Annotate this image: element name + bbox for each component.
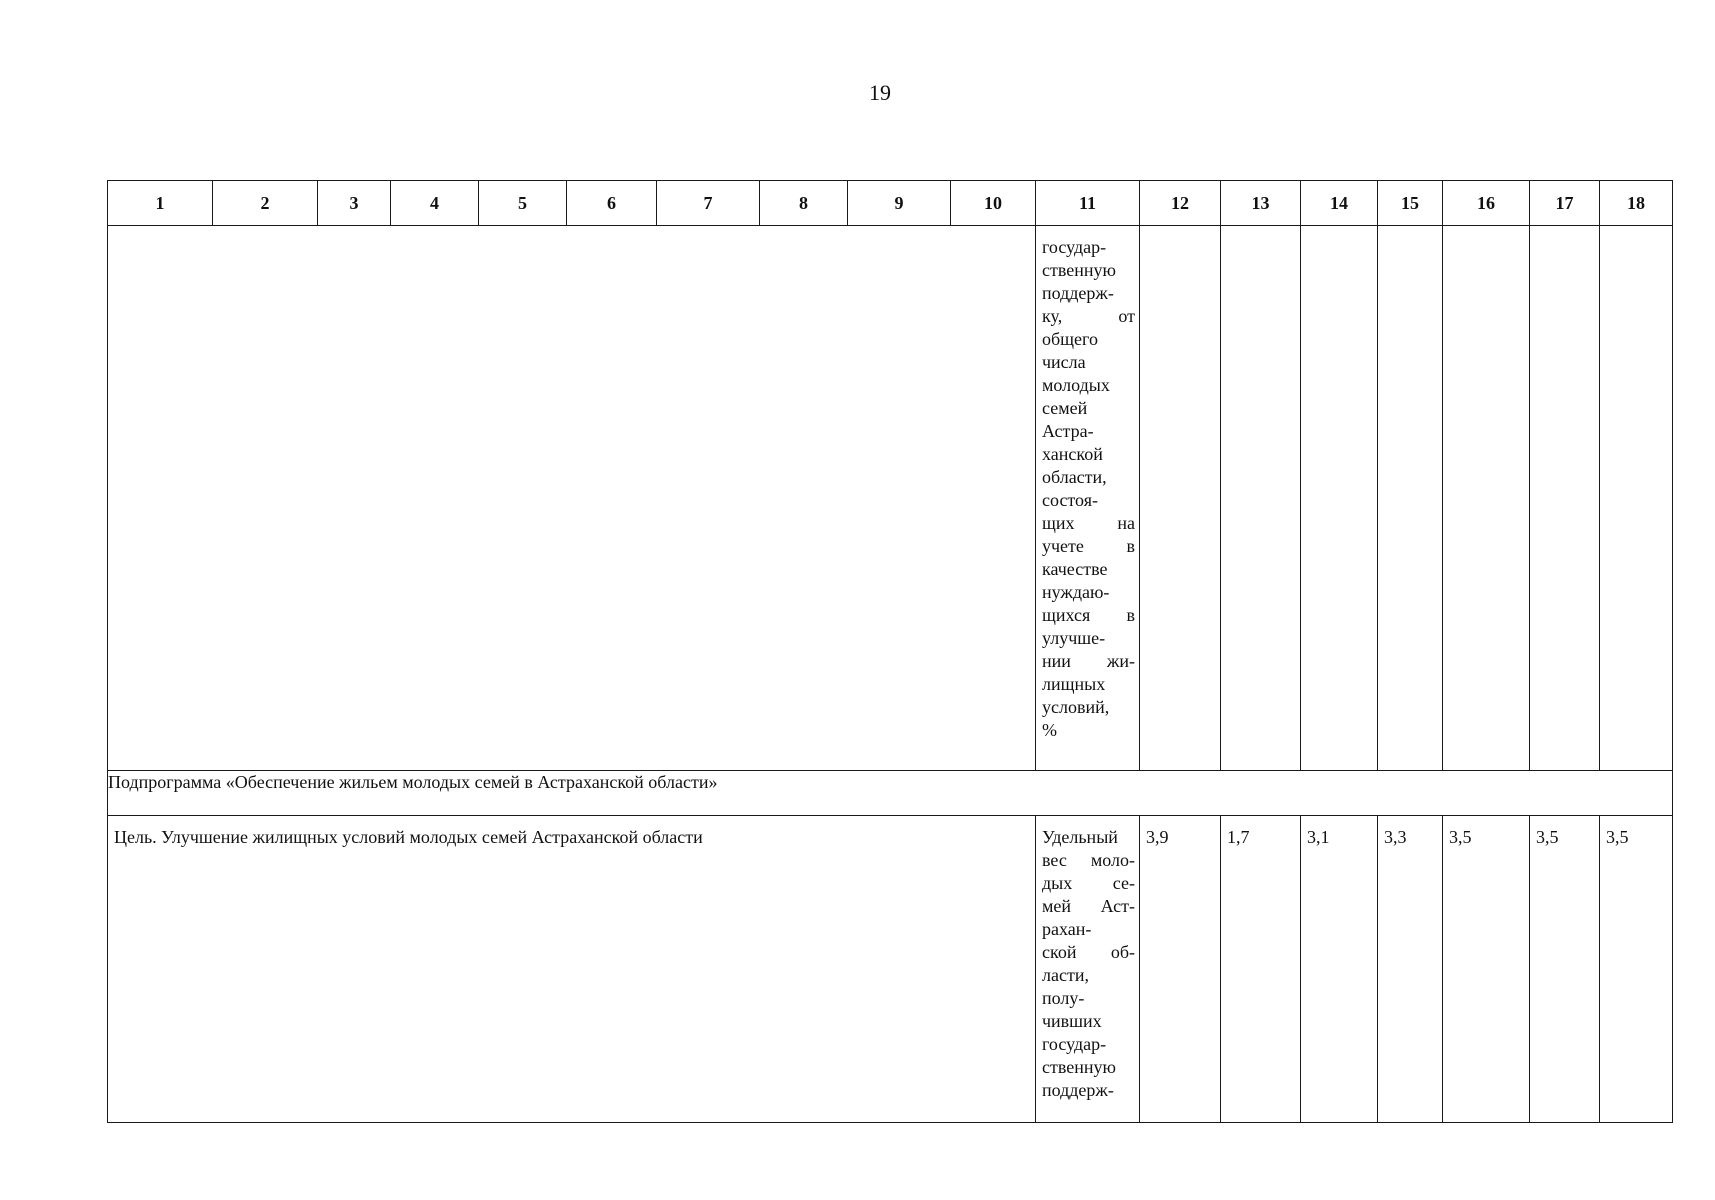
value-cell-col-17: 3,5 (1530, 816, 1600, 1123)
indicator-line: государ- (1042, 237, 1107, 257)
indicator-line: ственную (1042, 260, 1116, 280)
continuation-empty-cell (108, 226, 1036, 771)
column-header-8: 8 (760, 181, 848, 226)
indicator-line: щих на (1042, 513, 1135, 533)
indicator-line: государ- (1042, 1034, 1107, 1054)
page-number: 19 (869, 80, 891, 105)
indicator-line: учете в (1042, 536, 1135, 556)
empty-cell (1443, 226, 1530, 771)
empty-cell (1301, 226, 1378, 771)
column-header-1: 1 (108, 181, 213, 226)
indicator-line: рахан- (1042, 919, 1092, 939)
column-header-7: 7 (657, 181, 760, 226)
header-row (108, 181, 1673, 226)
empty-cell (1221, 226, 1301, 771)
column-header-15: 15 (1378, 181, 1443, 226)
indicator-line: поддерж- (1042, 1080, 1114, 1100)
indicator-line: нуждаю- (1042, 582, 1110, 602)
goal-indicator-cell (1036, 816, 1140, 1123)
indicator-line: дых се- (1042, 873, 1135, 893)
continuation-row (108, 226, 1673, 771)
indicator-line: ственную (1042, 1057, 1116, 1077)
indicator-line: условий, (1042, 697, 1110, 717)
goal-row (108, 816, 1673, 1123)
column-header-2: 2 (213, 181, 318, 226)
empty-cell (1378, 226, 1443, 771)
indicator-line: области, (1042, 467, 1107, 487)
goal-text: Цель. Улучшение жилищных условий молодых семей Астраханской области (108, 816, 1036, 1123)
indicator-line: ской об- (1042, 942, 1135, 962)
indicator-line: семей (1042, 398, 1088, 418)
subprogram-row (108, 771, 1673, 816)
column-header-10: 10 (951, 181, 1036, 226)
column-header-4: 4 (391, 181, 479, 226)
value-cell-col-18: 3,5 (1600, 816, 1673, 1123)
empty-cell (1600, 226, 1673, 771)
indicators-table (107, 180, 1673, 1123)
empty-cell (1530, 226, 1600, 771)
indicator-line: Удельный (1042, 827, 1118, 847)
column-header-17: 17 (1530, 181, 1600, 226)
column-header-13: 13 (1221, 181, 1301, 226)
column-header-18: 18 (1600, 181, 1673, 226)
indicator-line: ласти, (1042, 965, 1089, 985)
value-cell-col-13: 1,7 (1221, 816, 1301, 1123)
indicator-line: полу- (1042, 988, 1085, 1008)
indicator-line: улучше- (1042, 628, 1106, 648)
indicator-line: общего (1042, 329, 1098, 349)
column-header-16: 16 (1443, 181, 1530, 226)
indicator-line: ханской (1042, 444, 1103, 464)
indicator-line: поддерж- (1042, 283, 1114, 303)
indicator-line: ку, от (1042, 306, 1135, 326)
column-header-6: 6 (567, 181, 657, 226)
indicator-line: мей Аст- (1042, 896, 1135, 916)
indicator-line: вес моло- (1042, 850, 1135, 870)
column-header-3: 3 (318, 181, 391, 226)
indicator-line: чивших (1042, 1011, 1102, 1031)
continuation-indicator-cell (1036, 226, 1140, 771)
indicator-line: Астра- (1042, 421, 1094, 441)
column-header-9: 9 (848, 181, 951, 226)
indicator-line: числа (1042, 352, 1086, 372)
column-header-5: 5 (479, 181, 567, 226)
indicator-line: щихся в (1042, 605, 1135, 625)
subprogram-title: Подпрограмма «Обеспечение жильем молодых семей в Астраханской области» (108, 771, 1673, 816)
indicator-line: молодых (1042, 375, 1110, 395)
value-cell-col-16: 3,5 (1443, 816, 1530, 1123)
column-header-11: 11 (1036, 181, 1140, 226)
indicator-line: качестве (1042, 559, 1108, 579)
indicator-line: нии жи- (1042, 651, 1135, 671)
column-header-14: 14 (1301, 181, 1378, 226)
indicator-line: % (1042, 720, 1057, 740)
value-cell-col-12: 3,9 (1140, 816, 1221, 1123)
indicator-line: состоя- (1042, 490, 1098, 510)
value-cell-col-15: 3,3 (1378, 816, 1443, 1123)
empty-cell (1140, 226, 1221, 771)
value-cell-col-14: 3,1 (1301, 816, 1378, 1123)
indicator-line: лищных (1042, 674, 1106, 694)
column-header-12: 12 (1140, 181, 1221, 226)
